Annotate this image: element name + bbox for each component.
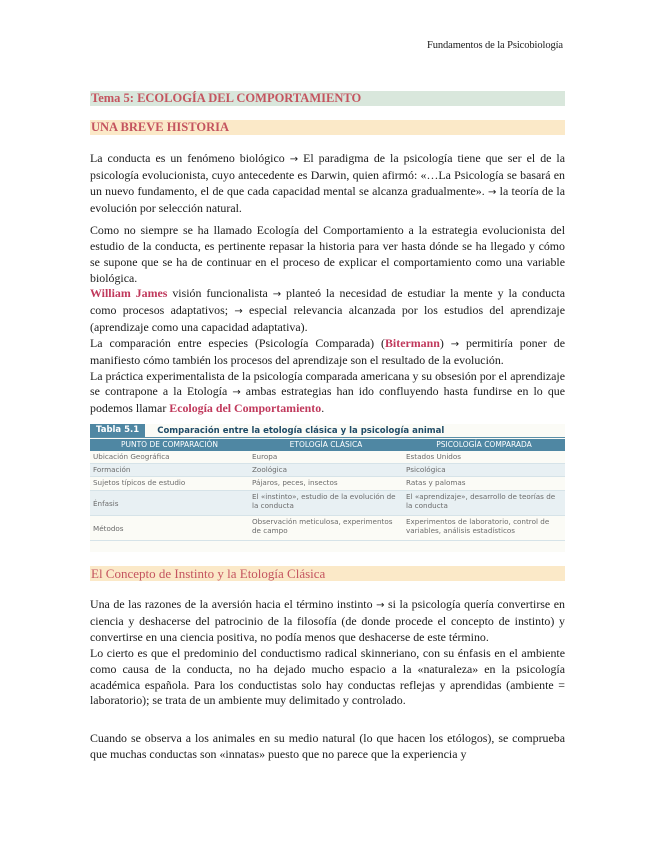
table-header	[90, 439, 565, 451]
table-row	[90, 516, 565, 541]
text: ambas estrategias han ido confluyendo hasta fundirse en lo que podemos llamar	[90, 384, 565, 416]
table-header-cell: PSICOLOGÍA COMPARADA	[436, 440, 532, 449]
table-caption: Comparación entre la etología clásica y la psicología animal	[157, 425, 445, 436]
table-row	[90, 477, 565, 491]
text: planteó la necesidad de estudiar la mente y la conducta como procesos adaptativos;	[90, 286, 565, 317]
text: .	[321, 401, 325, 416]
arrow-icon: →	[234, 305, 243, 317]
running-header: Fundamentos de la Psicobiología	[426, 40, 563, 51]
text: si la psicología quería convertirse en ciencia y deshacerse del patrocinio de la filosofía (de donde procede el concepto de instinto) y convertirse en una ciencia positiva, no podía menos que deshacerse de este término.	[90, 597, 565, 644]
table-cell: Pájaros, peces, insectos	[252, 478, 338, 487]
table-cell: Estados Unidos	[406, 452, 462, 461]
table-row	[90, 491, 565, 516]
text: la teoría de la evolución por selección natural.	[90, 183, 565, 215]
table-header-cell: ETOLOGÍA CLÁSICA	[289, 440, 363, 449]
text: visión funcionalista	[167, 286, 273, 300]
section-title-instinto: El Concepto de Instinto y la Etología Clásica	[90, 566, 565, 581]
arrow-icon: →	[289, 154, 299, 165]
paragraph-etologos: Cuando se observa a los animales en su medio natural (lo que hacen los etólogos), se comprueba que muchas conductas son «innatas» puesto que no parece que la experiencia y	[90, 731, 565, 761]
table-cell: Formación	[93, 465, 131, 474]
table-cell: Énfasis	[93, 498, 119, 508]
arrow-icon: →	[488, 186, 497, 198]
text: La conducta es un fenómeno biológico	[90, 151, 290, 165]
arrow-icon: →	[376, 600, 385, 611]
paragraph-instinto	[90, 597, 565, 709]
table-header-cell: PUNTO DE COMPARACIÓN	[120, 440, 219, 449]
name-william-james: William James	[90, 286, 168, 300]
table-cell: Psicológica	[406, 465, 446, 474]
paragraph-history: Como no siempre se ha llamado Ecología del Comportamiento a la estrategia evolucionista del estudio de la conducta, es pertinente repasar la historia para ver hasta dónde se ha llegado y cómo se supone que se ha de continuar en el proceso de explicar el comportamiento como una variable biológica.	[90, 223, 565, 285]
text: La comparación entre especies (Psicología Comparada) (	[90, 335, 385, 350]
table-cell: Métodos	[93, 523, 124, 533]
table-cell: Ratas y palomas	[406, 478, 466, 487]
text: El paradigma de la psicología tiene que ser el de la psicología evolucionista, cuyo antecedente es Darwin, quien afirmó: «…La Psicología se basará en un nuevo fundamento, el de que cada capacidad mental se alcanza gradualmente».	[90, 151, 565, 198]
table-cell: Experimentos de laboratorio, control de variables, análisis estadísticos	[406, 517, 550, 535]
paragraph-james	[90, 286, 565, 417]
text: especial relevancia alcanzada por los estudios del aprendizaje (aprendizaje como una capacidad adaptativa).	[90, 302, 565, 334]
name-bitermann: Bitermann	[385, 335, 440, 350]
table-cell: Sujetos típicos de estudio	[93, 478, 186, 487]
term-ecologia-comportamiento: Ecología del Comportamiento	[169, 401, 322, 416]
text: Una de las razones de la aversión hacia el término instinto	[90, 597, 377, 611]
section-title-historia: UNA BREVE HISTORIA	[90, 120, 565, 135]
comparison-table	[90, 424, 565, 552]
table-cell: Zoológica	[252, 465, 288, 474]
table-cell: El «instinto», estudio de la evolución de la conducta	[252, 492, 396, 510]
table-cell: Europa	[252, 452, 278, 461]
text: permitiría poner de manifiesto cómo también los procesos del aprendizaje son el resultado de la evolución.	[90, 335, 565, 367]
table-cell: Observación meticulosa, experimentos de campo	[252, 517, 393, 535]
paragraph-intro	[90, 151, 565, 217]
section-title-tema: Tema 5: ECOLOGÍA DEL COMPORTAMIENTO	[90, 91, 565, 106]
arrow-icon: →	[232, 387, 241, 399]
table-title-bar	[90, 424, 565, 438]
text: Lo cierto es que el predominio del conductismo radical skinneriano, con su énfasis en el ambiente como causa de la conducta, no ha dejado mucho espacio a la «naturaleza» en la psicología académica española. Para los conductistas solo hay conductas reflejas y aprendidas (ambiente = laboratorio); se trata de un ambiente muy delimitado y controlado.	[90, 645, 565, 708]
arrow-icon: →	[450, 338, 460, 350]
text: )	[439, 335, 451, 350]
table-cell: Ubicación Geográfica	[93, 452, 170, 461]
table-row	[90, 451, 565, 464]
text: La práctica experimentalista de la psicología comparada americana y su obsesión por el aprendizaje se contrapone a la Etología	[90, 368, 565, 399]
table-tag: Tabla 5.1	[90, 424, 145, 437]
arrow-icon: →	[272, 289, 282, 300]
table-cell: El «aprendizaje», desarrollo de teorías de la conducta	[406, 492, 556, 510]
table-row	[90, 464, 565, 477]
